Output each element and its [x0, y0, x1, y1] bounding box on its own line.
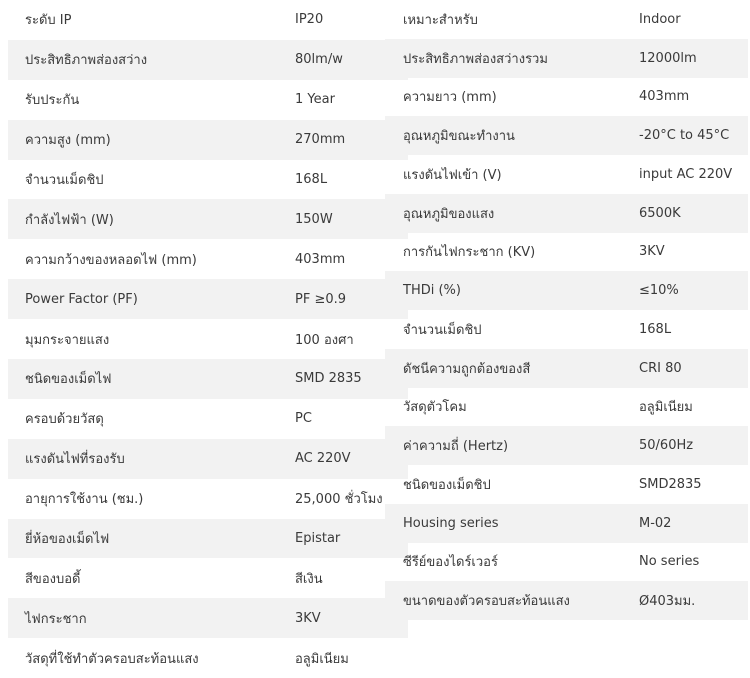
- spec-value: Ø403มม.: [639, 594, 696, 610]
- spec-value: ≤10%: [639, 283, 679, 299]
- spec-row: [385, 504, 748, 543]
- spec-label: ประสิทธิภาพส่องสว่างรวม: [403, 51, 548, 67]
- spec-value: AC 220V: [295, 451, 351, 467]
- spec-row: [385, 581, 748, 620]
- spec-row: [8, 598, 408, 638]
- spec-value: 6500K: [639, 205, 681, 221]
- spec-row: [385, 426, 748, 465]
- spec-label: วัสดุที่ใช้ทำตัวครอบสะท้อนแสง: [25, 651, 199, 667]
- spec-label: เหมาะสำหรับ: [403, 12, 478, 28]
- spec-label: ระดับ IP: [25, 13, 72, 29]
- spec-value: สีเงิน: [295, 571, 323, 587]
- spec-row: [385, 543, 748, 582]
- spec-value: 80lm/w: [295, 52, 343, 68]
- spec-row: [8, 399, 408, 439]
- spec-row: [8, 439, 408, 479]
- spec-label: Housing series: [403, 515, 499, 531]
- spec-value: อลูมิเนียม: [639, 400, 693, 416]
- spec-row: [385, 155, 748, 194]
- spec-value: SMD2835: [639, 476, 702, 492]
- spec-label: THDi (%): [403, 283, 461, 299]
- spec-label: จำนวนเม็ดชิป: [25, 173, 104, 188]
- spec-row: [385, 0, 748, 39]
- spec-value: PC: [295, 411, 312, 427]
- spec-value: อลูมิเนียม: [295, 651, 349, 667]
- spec-value: 3KV: [295, 610, 321, 626]
- spec-row: [385, 388, 748, 427]
- spec-row: [8, 239, 408, 279]
- spec-label: การกันไฟกระชาก (KV): [403, 245, 536, 261]
- spec-value: 403mm: [639, 89, 690, 105]
- spec-value: 1 Year: [295, 92, 335, 108]
- spec-label: ดัชนีความถูกต้องของสี: [403, 361, 531, 377]
- spec-value: Epistar: [295, 531, 341, 547]
- spec-value: IP20: [295, 12, 324, 28]
- spec-label: รับประกัน: [25, 93, 80, 109]
- spec-row: [8, 199, 408, 239]
- spec-row: [8, 40, 408, 80]
- spec-row: [385, 78, 748, 117]
- spec-value: PF ≥0.9: [295, 291, 347, 307]
- spec-label: สีของบอดี้: [25, 571, 81, 587]
- spec-label: ค่าความถี่ (Hertz): [403, 439, 509, 455]
- spec-value: 25,000 ชั่วโมง: [295, 492, 383, 508]
- spec-row: [8, 479, 408, 519]
- spec-label: กำลังไฟฟ้า (W): [25, 212, 114, 228]
- left-spec-table: [8, 0, 408, 678]
- spec-label: Power Factor (PF): [25, 291, 138, 307]
- spec-label: ขนาดของตัวครอบสะท้อนแสง: [403, 594, 570, 610]
- spec-row: [385, 39, 748, 78]
- spec-label: อายุการใช้งาน (ชม.): [25, 492, 144, 508]
- spec-row: [385, 465, 748, 504]
- spec-label: ชนิดของเม็ดไฟ: [25, 372, 112, 388]
- right-spec-table: [385, 0, 748, 620]
- spec-value: 270mm: [295, 132, 346, 148]
- spec-row: [385, 233, 748, 272]
- spec-value: 3KV: [639, 244, 665, 260]
- spec-label: ครอบด้วยวัสดุ: [25, 412, 104, 428]
- spec-label: ประสิทธิภาพส่องสว่าง: [25, 53, 148, 69]
- spec-label: แรงดันไฟที่รองรับ: [25, 452, 125, 468]
- spec-row: [8, 519, 408, 559]
- spec-label: มุมกระจายแสง: [25, 332, 110, 348]
- spec-row: [8, 0, 408, 40]
- spec-label: ความกว้างของหลอดไฟ (mm): [25, 252, 197, 268]
- spec-label: อุณหภูมิขณะทำงาน: [403, 129, 515, 145]
- spec-row: [385, 194, 748, 233]
- spec-row: [385, 271, 748, 310]
- spec-row: [8, 558, 408, 598]
- spec-value: 168L: [639, 321, 672, 337]
- spec-label: อุณหภูมิของแสง: [403, 206, 495, 222]
- spec-value: 100 องศา: [295, 332, 354, 348]
- spec-row: [8, 279, 408, 319]
- spec-row: [385, 349, 748, 388]
- spec-value: input AC 220V: [639, 166, 733, 182]
- spec-label: ความสูง (mm): [25, 133, 111, 149]
- spec-value: SMD 2835: [295, 371, 362, 387]
- spec-row: [385, 116, 748, 155]
- spec-row: [8, 638, 408, 678]
- spec-label: ซีรีย์ของไดร์เวอร์: [403, 555, 498, 571]
- spec-row: [385, 310, 748, 349]
- spec-row: [8, 319, 408, 359]
- spec-value: -20°C to 45°C: [639, 128, 730, 144]
- spec-value: M-02: [639, 515, 672, 531]
- spec-label: ไฟกระชาก: [25, 611, 87, 627]
- spec-value: 12000lm: [639, 50, 697, 66]
- spec-label: ชนิดของเม็ดชิป: [403, 477, 491, 493]
- spec-row: [8, 80, 408, 120]
- spec-row: [8, 120, 408, 160]
- spec-value: 403mm: [295, 251, 346, 267]
- spec-label: จำนวนเม็ดชิป: [403, 322, 482, 338]
- spec-value: 150W: [295, 211, 333, 227]
- spec-value: Indoor: [639, 11, 681, 27]
- spec-value: 168L: [295, 172, 328, 187]
- spec-label: แรงดันไฟเข้า (V): [403, 167, 502, 183]
- spec-label: ยี่ห้อของเม็ดไฟ: [25, 532, 110, 548]
- spec-label: วัสดุตัวโคม: [403, 400, 467, 416]
- spec-value: 50/60Hz: [639, 438, 694, 454]
- spec-label: ความยาว (mm): [403, 90, 497, 106]
- spec-row: [8, 359, 408, 399]
- spec-row: [8, 160, 408, 200]
- spec-value: CRI 80: [639, 360, 682, 376]
- spec-value: No series: [639, 554, 700, 570]
